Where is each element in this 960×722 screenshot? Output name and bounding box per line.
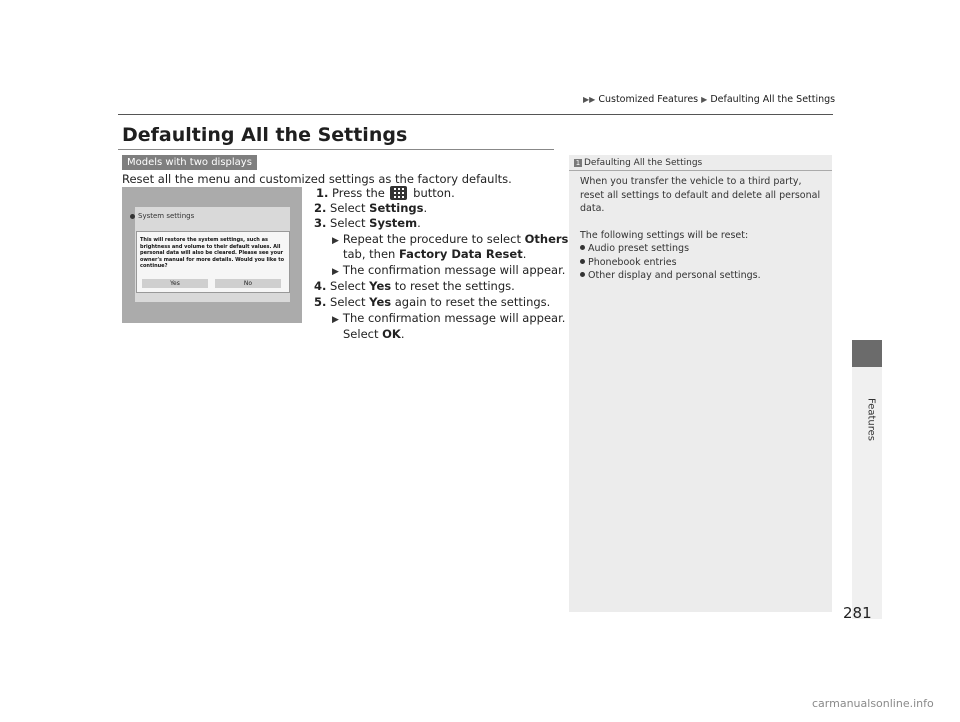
step-keyword: Yes <box>369 295 392 309</box>
substep-arrow-icon: ▶ <box>332 236 339 246</box>
breadcrumb-arrow-icon: ▶▶ <box>583 95 596 104</box>
bullet-icon <box>580 245 585 250</box>
step-number: 1. <box>316 186 329 200</box>
confirmation-dialog <box>136 231 290 293</box>
breadcrumb-section: Customized Features <box>598 94 699 105</box>
step-text: Select <box>330 295 366 309</box>
screen-illustration <box>122 187 302 323</box>
step-keyword: Yes <box>369 279 392 293</box>
breadcrumb-page: Defaulting All the Settings <box>710 94 836 105</box>
step-text: tab, then <box>343 247 396 261</box>
step-text: Select <box>330 279 366 293</box>
step-keyword: Factory Data Reset <box>399 247 523 261</box>
step-5-substep <box>332 311 565 325</box>
reset-settings-list <box>580 242 825 283</box>
step-number: 5. <box>314 295 327 309</box>
step-3 <box>314 216 421 230</box>
step-keyword: System <box>369 216 418 230</box>
list-item <box>580 242 825 256</box>
step-keyword: Others <box>524 232 569 246</box>
step-text: . <box>522 247 527 261</box>
step-text: The confirmation message will appear. <box>342 311 566 325</box>
sidebar-heading <box>574 158 702 168</box>
list-item-text: Phonebook entries <box>588 256 677 268</box>
chapter-tab-marker <box>852 340 882 367</box>
header-rule <box>118 114 833 115</box>
breadcrumb <box>583 94 836 105</box>
substep-arrow-icon: ▶ <box>332 267 339 277</box>
step-4 <box>314 279 515 293</box>
screen-title-text: System settings <box>138 212 195 220</box>
sidebar-body <box>580 175 825 283</box>
step-text: Select <box>330 216 366 230</box>
step-3-substep-cont <box>343 247 526 261</box>
list-item-text: Other display and personal settings. <box>588 270 761 281</box>
step-5-substep-cont <box>343 327 404 341</box>
sidebar-rule <box>569 170 832 171</box>
sidebar-paragraph: When you transfer the vehicle to a third party, reset all settings to default and delete all personal data. <box>580 176 821 214</box>
step-1 <box>316 186 455 200</box>
dialog-message: This will restore the system settings, such as brightness and volume to their default values. All personal data will also be cleared. Please see your owner's manual for more details. Would you like to continue? <box>140 237 285 269</box>
window-dot-icon <box>130 214 135 219</box>
list-item-text: Audio preset settings <box>588 243 690 254</box>
step-text: . <box>400 327 405 341</box>
page-title: Defaulting All the Settings <box>122 124 408 146</box>
step-number: 4. <box>314 279 327 293</box>
list-item <box>580 256 825 270</box>
step-text: . <box>417 216 421 230</box>
step-text: again to reset the settings. <box>394 295 551 309</box>
step-keyword: OK <box>382 327 401 341</box>
intro-text: Reset all the menu and customized settings as the factory defaults. <box>122 172 512 186</box>
list-item <box>580 269 825 283</box>
substep-arrow-icon: ▶ <box>332 315 339 325</box>
step-3-substep <box>332 232 568 246</box>
chapter-tab-label: Features <box>865 398 877 441</box>
step-text: . <box>423 201 428 215</box>
dialog-yes-button: Yes <box>142 279 208 288</box>
step-text: button. <box>413 186 455 200</box>
title-rule <box>118 149 554 150</box>
step-keyword: Settings <box>369 201 424 215</box>
step-text: Press the <box>332 186 385 200</box>
step-2 <box>314 201 427 215</box>
step-number: 2. <box>314 201 327 215</box>
breadcrumb-arrow-icon: ▶ <box>701 95 708 104</box>
bullet-icon <box>580 272 585 277</box>
step-text: to reset the settings. <box>394 279 515 293</box>
chapter-tab <box>853 400 879 470</box>
step-text: Repeat the procedure to select <box>342 232 521 246</box>
notes-sidebar <box>569 155 832 612</box>
reference-mark-icon: 1 <box>575 159 581 167</box>
bullet-icon <box>580 259 585 264</box>
step-text: Select <box>330 201 366 215</box>
sidebar-paragraph: The following settings will be reset: <box>580 229 749 241</box>
watermark: carmanualsonline.info <box>812 697 934 710</box>
step-text: The confirmation message will appear. <box>342 263 566 277</box>
dialog-no-button: No <box>215 279 281 288</box>
page-number: 281 <box>843 604 872 622</box>
step-number: 3. <box>314 216 327 230</box>
models-badge: Models with two displays <box>122 155 257 170</box>
screen-title <box>130 212 194 220</box>
home-button-icon <box>390 186 407 200</box>
step-text: Select <box>343 327 379 341</box>
sidebar-heading-text: Defaulting All the Settings <box>584 158 703 168</box>
step-5 <box>314 295 550 309</box>
step-3-substep-2 <box>332 263 565 277</box>
